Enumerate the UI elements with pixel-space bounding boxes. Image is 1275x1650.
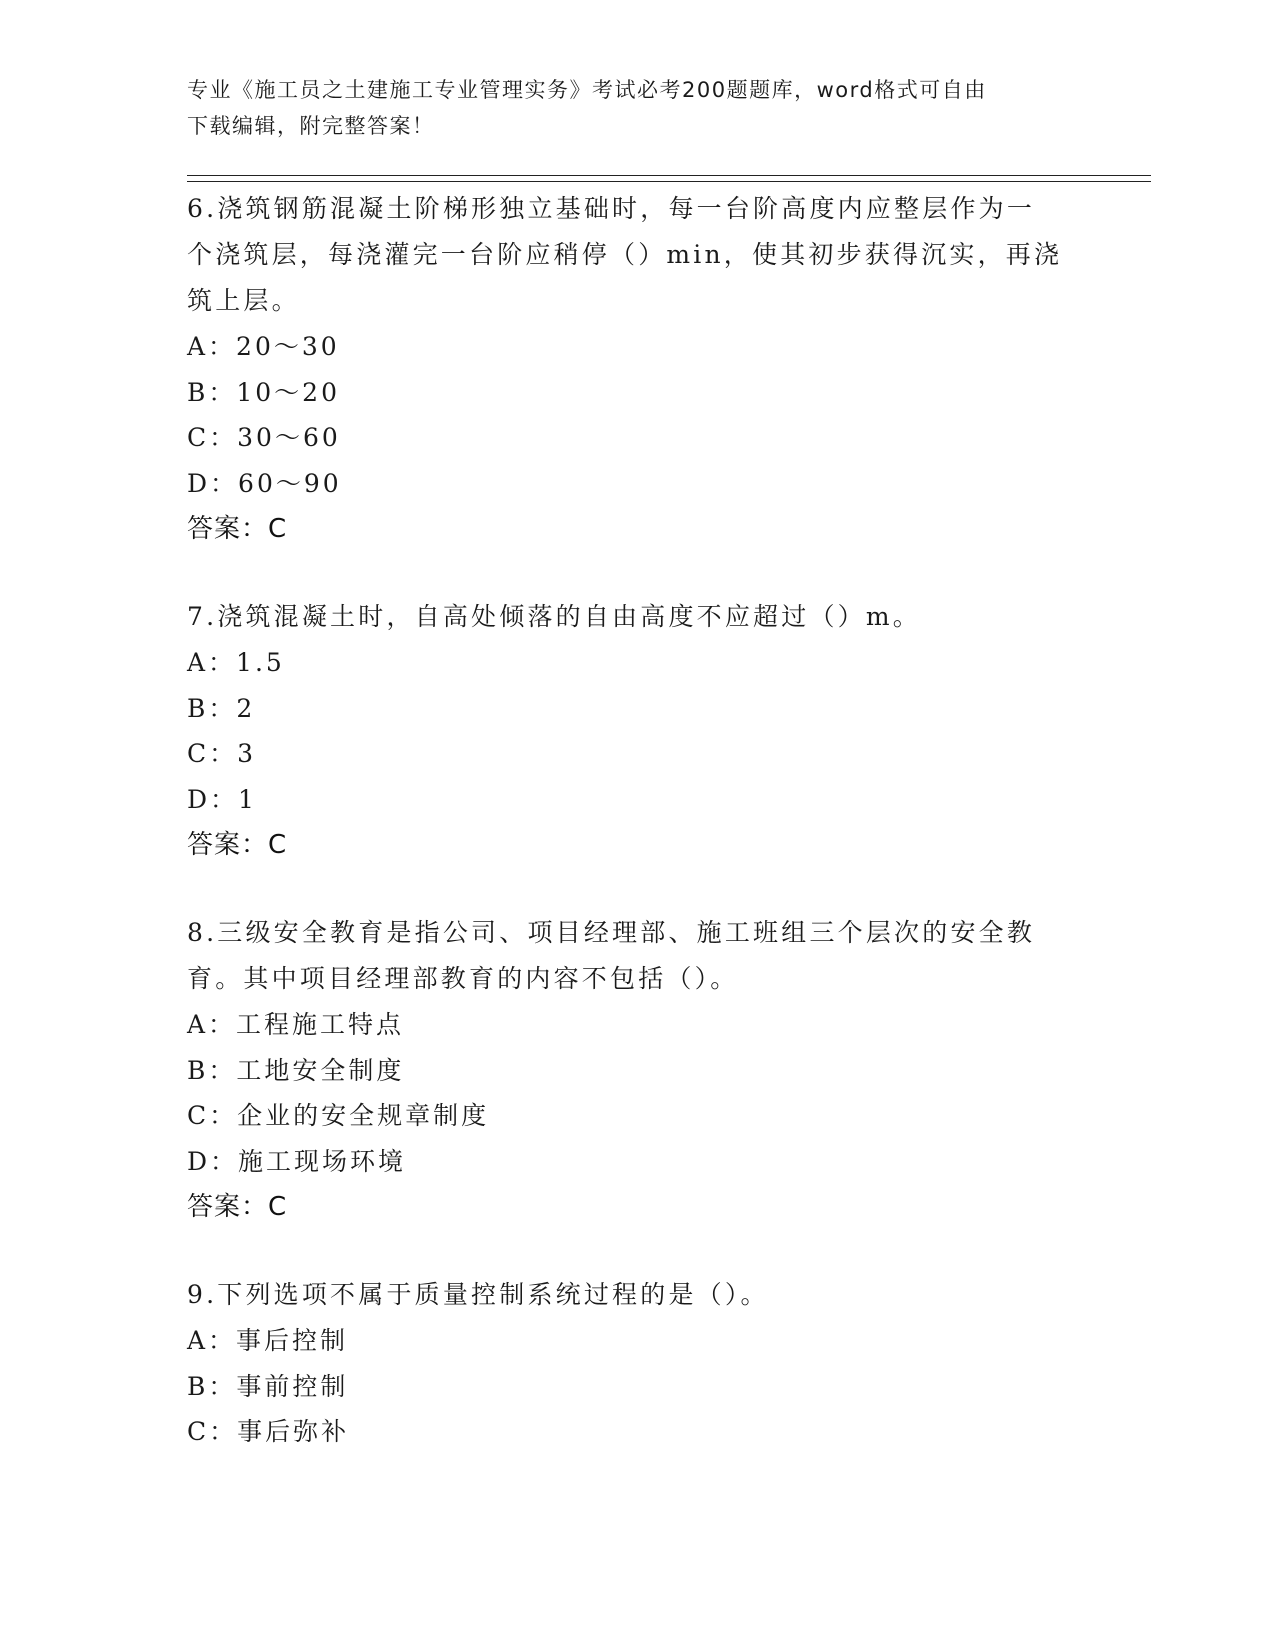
answer-label: 答案：C xyxy=(187,830,288,860)
header-line-2: 下载编辑，附完整答案！ xyxy=(187,114,435,138)
option-c: C：3 xyxy=(187,739,257,768)
answer-label: 答案：C xyxy=(187,514,288,544)
option-d: D：1 xyxy=(187,784,257,814)
option-a: A：20～30 xyxy=(187,332,340,361)
question-stem-line: 8.三级安全教育是指公司、项目经理部、施工班组三个层次的安全教 xyxy=(187,918,1036,947)
question-8 xyxy=(187,910,1087,1230)
question-stem-line: 7.浇筑混凝土时，自高处倾落的自由高度不应超过（）m。 xyxy=(187,602,921,631)
question-stem-line: 筑上层。 xyxy=(187,286,300,315)
option-b: B：工地安全制度 xyxy=(187,1055,405,1085)
option-b: B：10～20 xyxy=(187,377,340,407)
option-a: A：事后控制 xyxy=(187,1326,349,1355)
question-spacer xyxy=(187,552,1087,594)
option-d: D：60～90 xyxy=(187,468,342,498)
question-9 xyxy=(187,1272,1087,1455)
question-stem xyxy=(187,594,1087,640)
header-line-1: 专业《施工员之土建施工专业管理实务》考试必考200题题库，word格式可自由 xyxy=(187,78,987,102)
option-c: C：企业的安全规章制度 xyxy=(187,1101,490,1130)
question-stem xyxy=(187,1272,1087,1318)
option-b: B：2 xyxy=(187,693,256,723)
option-b: B：事前控制 xyxy=(187,1371,349,1401)
question-7 xyxy=(187,594,1087,868)
option-a: A：1.5 xyxy=(187,648,285,677)
question-stem-line: 育。其中项目经理部教育的内容不包括（）。 xyxy=(187,964,739,993)
question-stem xyxy=(187,910,1087,1002)
question-6 xyxy=(187,186,1087,552)
document-header xyxy=(187,72,1067,144)
question-spacer xyxy=(187,1230,1087,1272)
question-stem xyxy=(187,186,1087,324)
option-a: A：工程施工特点 xyxy=(187,1010,405,1039)
option-d: D：施工现场环境 xyxy=(187,1146,407,1176)
header-divider-top xyxy=(187,175,1151,176)
question-stem-line: 9.下列选项不属于质量控制系统过程的是（）。 xyxy=(187,1280,769,1309)
option-c: C：30～60 xyxy=(187,423,341,452)
answer-label: 答案：C xyxy=(187,1192,288,1222)
header-divider-bottom xyxy=(187,181,1151,182)
option-c: C：事后弥补 xyxy=(187,1417,350,1446)
question-list xyxy=(187,186,1087,1455)
question-stem-line: 6.浇筑钢筋混凝土阶梯形独立基础时，每一台阶高度内应整层作为一 xyxy=(187,194,1036,223)
question-spacer xyxy=(187,868,1087,910)
question-stem-line: 个浇筑层，每浇灌完一台阶应稍停（）min，使其初步获得沉实，再浇 xyxy=(187,240,1063,269)
